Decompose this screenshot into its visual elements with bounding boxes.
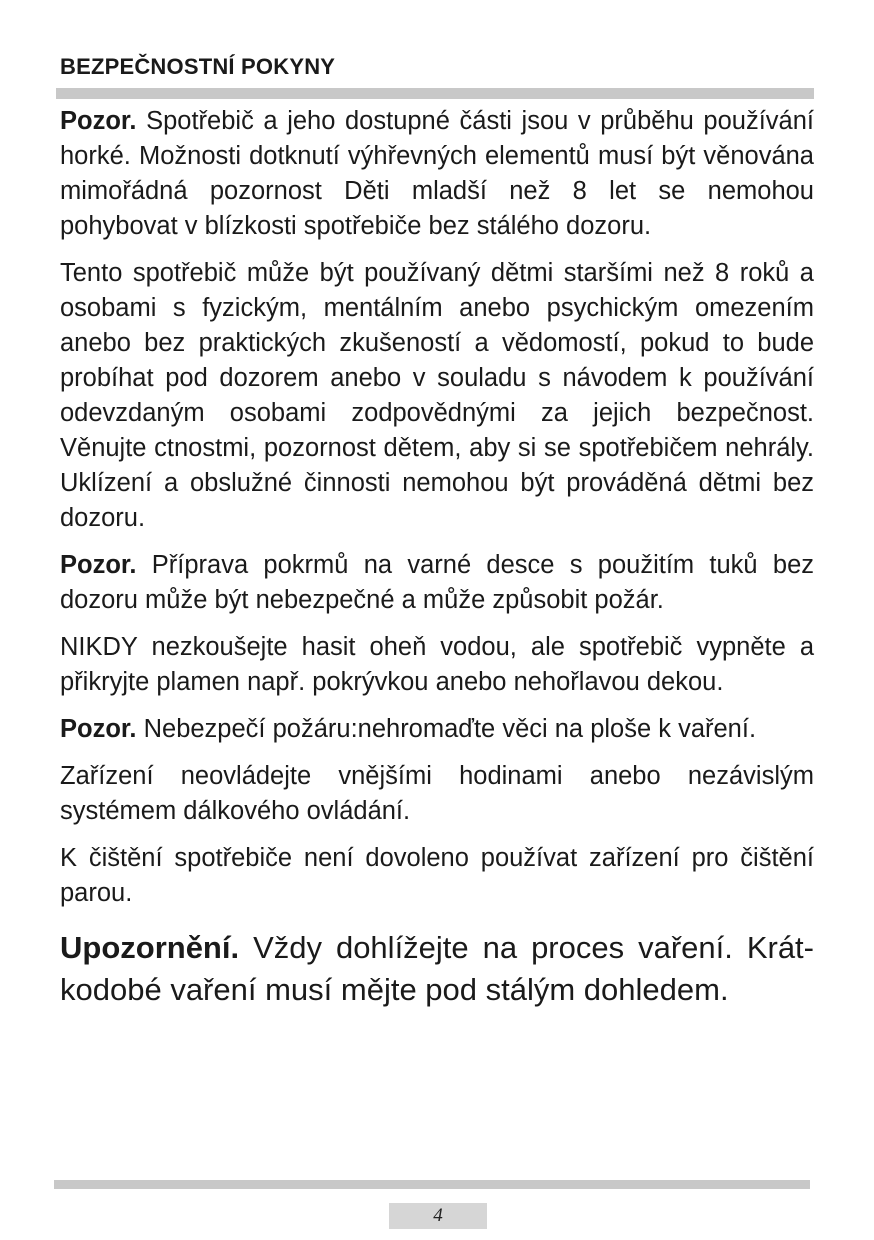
page-number: 4 [389,1203,487,1229]
notice-supervision [60,927,814,1011]
paragraph-text: Spotřebič a jeho dostupné části jsou v průběhu používání horké. Možnosti dotknutí výhřevných elementů musí být věnována mimořádná pozornost Děti mladší než 8 let se nemohou pohybovat v blízkosti spotřebiče bez stálého dozoru. [60,107,814,240]
paragraph-warning-fats [60,548,814,618]
notice-text: Vždy dohlížejte na proces vaření. Krátkodobé vaření musí mějte pod stálým dohledem. [60,930,814,1007]
paragraph-text: Zařízení neovládejte vnějšími hodinami anebo nezávislým systémem dálkového ovládání. [60,762,814,825]
paragraph-steam-cleaning [60,841,814,911]
paragraph-timers [60,759,814,829]
paragraph-text: K čištění spotřebiče není dovoleno používat zařízení pro čištění parou. [60,844,814,907]
paragraph-children-usage [60,256,814,536]
paragraph-lead: Pozor. [60,551,137,579]
notice-lead: Upozornění. [60,930,240,965]
page-header-title: BEZPEČNOSTNÍ POKYNY [60,54,336,79]
paragraph-lead: Pozor. [60,715,137,743]
paragraph-text: Příprava pokrmů na varné desce s použitím tuků bez dozoru může být nebezpečné a může způsobit požár. [60,551,814,614]
document-body [60,104,814,1023]
paragraph-warning-fire [60,712,814,747]
footer-divider [54,1180,810,1189]
paragraph-text: Tento spotřebič může být používaný dětmi staršími než 8 roků a osobami s fyzickým, mentálním anebo psychickým omezením anebo bez praktických zkušeností a vědomostí, pokud to bude probíhat pod dozorem anebo v souladu s návodem k používání odevzdaným osobami zodpovědnými za jejich bezpečnost. Věnujte ctnostmi, pozornost dětem, aby si se spotřebičem nehrály. Uklízení a obslužné činnosti nemohou být prováděná dětmi bez dozoru. [60,259,814,532]
paragraph-lead: Pozor. [60,107,137,135]
paragraph-never-water [60,630,814,700]
header-divider [56,88,814,99]
paragraph-text: NIKDY nezkoušejte hasit oheň vodou, ale spotřebič vypněte a přikryjte plamen např. pokrývkou anebo nehořlavou dekou. [60,633,814,696]
paragraph-warning-hot-parts [60,104,814,244]
paragraph-text: Nebezpečí požáru:nehromaďte věci na ploše k vaření. [136,715,757,743]
